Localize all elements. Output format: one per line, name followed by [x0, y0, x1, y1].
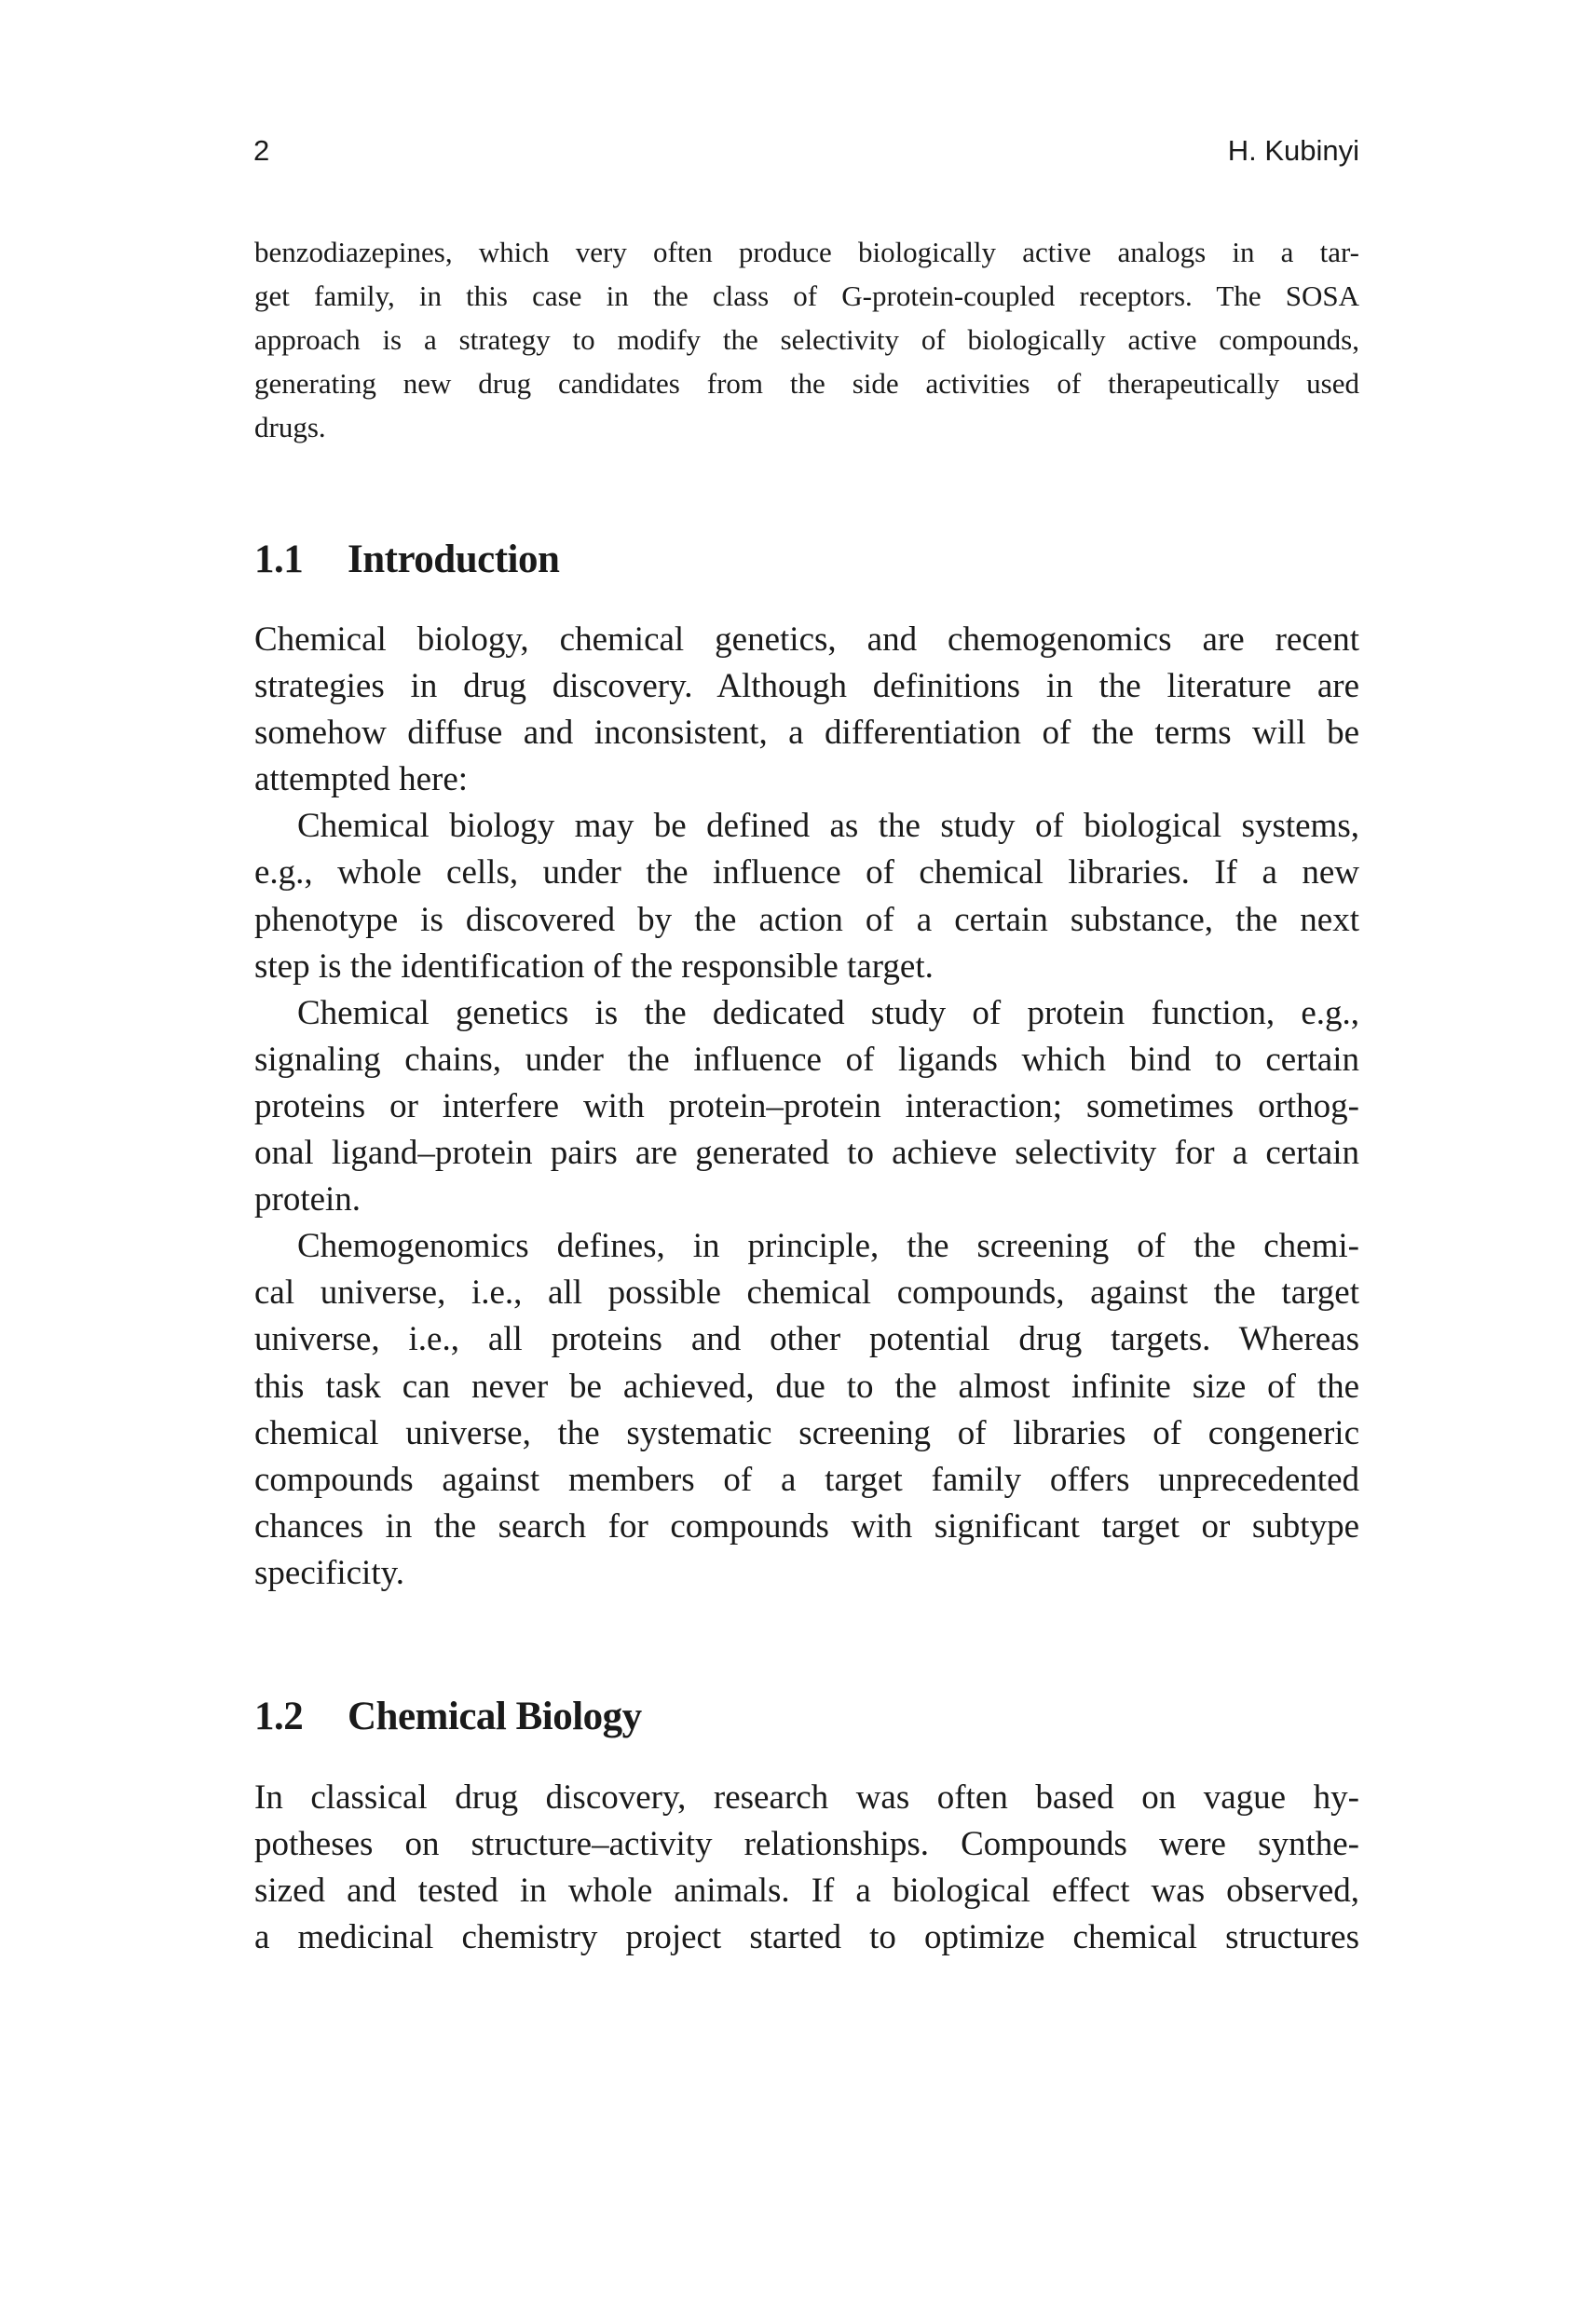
section-number: 1.1 [254, 538, 304, 581]
text-line: a medicinal chemistry project started to optimize chemical structures [254, 1918, 1359, 1957]
text-line: onal ligand–protein pairs are generated to achieve selectivity for a certain [254, 1134, 1359, 1173]
text-line: e.g., whole cells, under the influence of chemical libraries. If a new [254, 853, 1359, 892]
text-line: Chemical biology, chemical genetics, and chemogenomics are recent [254, 620, 1359, 659]
section-body-chemical-biology [254, 1775, 1359, 1961]
text-line: universe, i.e., all proteins and other potential drug targets. Whereas [254, 1320, 1359, 1359]
text-line: drugs. [254, 411, 326, 443]
text-line: cal universe, i.e., all possible chemical compounds, against the target [254, 1274, 1359, 1313]
abstract-paragraph [254, 230, 1359, 449]
running-head-author: H. Kubinyi [1227, 134, 1359, 167]
paragraph [254, 990, 1359, 1223]
text-line: benzodiazepines, which very often produce biologically active analogs in a tar- [254, 236, 1359, 268]
text-line: chances in the search for compounds with significant target or subtype [254, 1506, 1359, 1546]
paragraph [254, 1223, 1359, 1597]
text-line: this task can never be achieved, due to the almost infinite size of the [254, 1367, 1359, 1406]
text-line: get family, in this case in the class of G-protein-coupled receptors. The SOSA [254, 279, 1359, 312]
text-line: phenotype is discovered by the action of a certain substance, the next [254, 900, 1359, 939]
text-line: proteins or interfere with protein–protein interaction; sometimes orthog- [254, 1086, 1359, 1125]
text-line: Chemical genetics is the dedicated study of protein function, e.g., [297, 993, 1359, 1032]
text-line: protein. [254, 1180, 361, 1219]
section-title: Introduction [348, 538, 560, 581]
text-line: generating new drug candidates from the side activities of therapeutically used [254, 367, 1359, 400]
paragraph [254, 617, 1359, 803]
section-title: Chemical Biology [348, 1695, 642, 1738]
section-heading-chemical-biology [254, 1694, 642, 1740]
text-line: sized and tested in whole animals. If a biological effect was observed, [254, 1872, 1359, 1911]
text-line: step is the identification of the responsible target. [254, 947, 934, 986]
text-line: potheses on structure–activity relationships. Compounds were synthe- [254, 1825, 1359, 1864]
text-line: In classical drug discovery, research was often based on vague hy- [254, 1778, 1359, 1817]
text-line: signaling chains, under the influence of ligands which bind to certain [254, 1040, 1359, 1079]
text-line: strategies in drug discovery. Although definitions in the literature are [254, 667, 1359, 706]
text-line: compounds against members of a target family offers unprecedented [254, 1460, 1359, 1499]
text-line: Chemical biology may be defined as the study of biological systems, [297, 807, 1359, 846]
page-number: 2 [253, 134, 270, 167]
section-heading-introduction [254, 537, 559, 583]
text-line: chemical universe, the systematic screening of libraries of congeneric [254, 1413, 1359, 1452]
text-line: somehow diffuse and inconsistent, a differentiation of the terms will be [254, 714, 1359, 753]
text-line: approach is a strategy to modify the selectivity of biologically active compounds, [254, 323, 1359, 356]
text-line: attempted here: [254, 760, 469, 799]
paragraph [254, 803, 1359, 989]
section-body-introduction [254, 617, 1359, 1597]
text-line: specificity. [254, 1553, 404, 1592]
text-line: Chemogenomics defines, in principle, the screening of the chemi- [297, 1227, 1359, 1266]
section-number: 1.2 [254, 1695, 304, 1738]
paragraph [254, 1775, 1359, 1961]
